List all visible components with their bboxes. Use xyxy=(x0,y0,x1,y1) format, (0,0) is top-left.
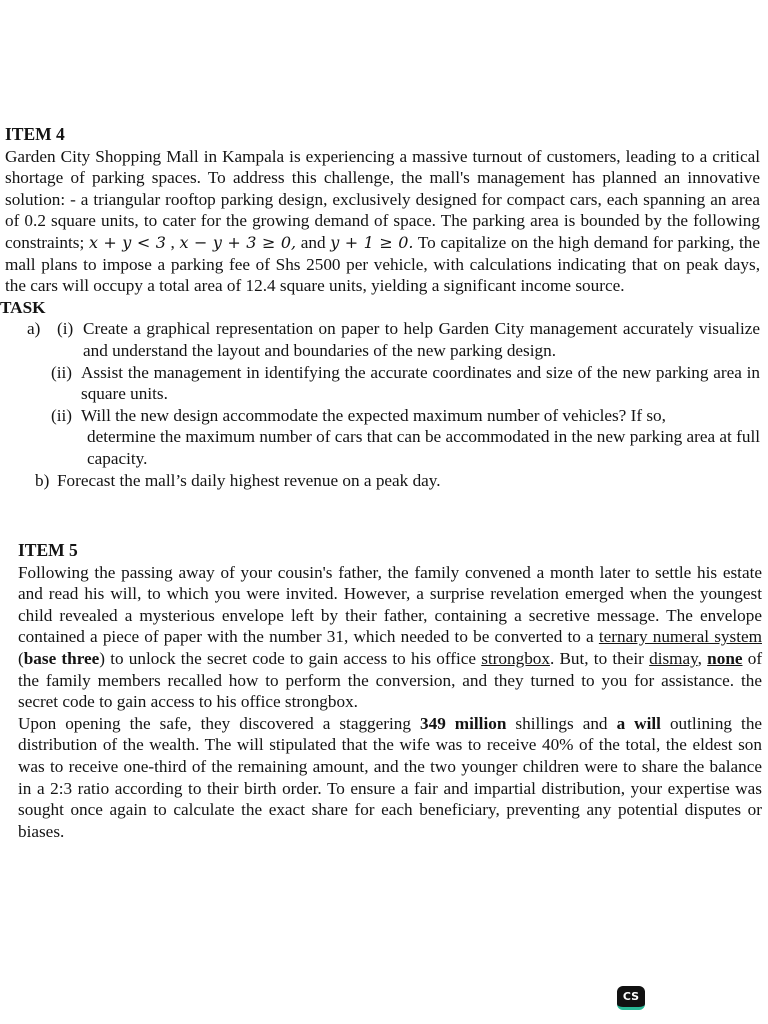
paren-open: ( xyxy=(18,648,24,668)
task-b xyxy=(35,470,760,492)
item-4-paragraph: Garden City Shopping Mall in Kampala is experiencing a massive turnout of customers, leading to a critical shortage of parking spaces. To address this challenge, the mall's management has planned an innovative solution: - a triangular rooftop parking design, exclusively designed for compact cars, each spanning an area of 0.2 square units, to cater for the growing demand of space. The parking area is bounded by the following constraints; x + y < 3 , x − y + 3 ≥ 0, and y + 1 ≥ 0. To capitalize on the high demand for parking, the mall plans to impose a parking fee of Shs 2500 per vehicle, with calculations indicating that on peak days, the cars will occupy a total area of 12.4 square units, yielding a significant income source. xyxy=(5,146,761,296)
task-a-ii-text: Assist the management in identifying the accurate coordinates and size of the new parking area in square units. xyxy=(81,362,760,404)
item-4-intro-text: Garden City Shopping Mall in Kampala is experiencing a massive turnout of customers, leading to a critical shortage of parking spaces. To address this challenge, the mall's management has planned an innovative solution: - a triangular rooftop parking design, exclusively designed for compact cars, each spanning an area of 0.2 square units, to cater for the growing demand of space. The parking area is bounded by the following constraints; xyxy=(5,146,760,252)
task-a-iii-text-1: Will the new design accommodate the expected maximum number of vehicles? If so, xyxy=(81,405,666,425)
item-5-p1-text-e: of the family members recalled how to perform the conversion, and they turned to you for assistance. the secret code to gain access to his office strongbox. xyxy=(18,648,763,712)
item-5-p2-text-b: shillings and xyxy=(515,713,608,733)
base-three-text: base three xyxy=(23,648,100,668)
strongbox-text: strongbox xyxy=(481,648,550,668)
ternary-numeral-system-text: ternary numeral system xyxy=(598,627,762,647)
task-heading: TASK xyxy=(0,297,46,317)
item-5-p2-text-a: Upon opening the safe, they discovered a staggering xyxy=(18,713,411,733)
item-5-paragraph-2 xyxy=(18,713,762,843)
camscanner-logo-icon: CS xyxy=(617,986,645,1010)
item-5-p1-text-b: ) to unlock the secret code to gain access to his office xyxy=(99,648,476,668)
item-4-section xyxy=(0,124,761,491)
task-a xyxy=(27,318,760,361)
constraint-3: y + 1 ≥ 0. xyxy=(330,232,414,252)
task-a-iii-label: (ii) xyxy=(51,405,72,425)
task-a-i xyxy=(57,318,760,361)
task-a-label: a) xyxy=(27,319,41,339)
amount-text: 349 million xyxy=(420,713,507,733)
task-a-ii-label: (ii) xyxy=(51,362,72,382)
task-a-iii-text-2: determine the maximum number of cars that can be accommodated in the new parking area at full capacity. xyxy=(87,427,760,468)
a-will-text: a will xyxy=(616,713,661,733)
item-5-p1-text-a: Following the passing away of your cousin's father, the family convened a month later to settle his estate and read his will, to which you were invited. However, a surprise revelation emerged when the youngest child revealed a mysterious envelope left by their father, containing a secretive message. The envelope contained a piece of paper with the number 31, which needed to be converted to a xyxy=(18,562,762,647)
item-4-fee-text: To capitalize on the high demand for parking, the mall plans to impose a parking fee of Shs 2500 per vehicle, with calculations indicating that on peak days, the cars will occupy a total area of 12.4 square units, yielding a significant income source. xyxy=(5,232,761,296)
item-5-section xyxy=(18,540,762,842)
task-b-text: Forecast the mall’s daily highest revenue on a peak day. xyxy=(57,470,441,490)
item-5-paragraph-1 xyxy=(18,562,762,713)
task-list xyxy=(27,318,760,491)
item-5-p2-text-c: outlining the distribution of the wealth. The will stipulated that the wife was to receive 40% of the total, the eldest son was to receive one-third of the remaining amount, and the two younger children were to share the balance in a 2:3 ratio according to their birth order. To ensure a fair and impartial distribution, your expertise was sought once again to calculate the exact share for each beneficiary, preventing any potential disputes or biases. xyxy=(18,713,763,841)
constraint-2: x − y + 3 ≥ 0, xyxy=(179,232,297,252)
task-b-label: b) xyxy=(35,470,50,490)
constraint-1: x + y < 3 xyxy=(88,232,166,252)
task-a-i-label: (i) xyxy=(57,319,74,339)
none-text: none xyxy=(707,648,743,668)
task-a-i-text: Create a graphical representation on paper to help Garden City management accurately visualize and understand the layout and boundaries of the new parking design. xyxy=(83,319,760,360)
item-4-heading: ITEM 4 xyxy=(5,124,65,144)
task-a-ii xyxy=(51,362,760,405)
constraint-conjunction: and xyxy=(300,232,326,252)
task-a-iii xyxy=(51,405,760,427)
item-5-p1-text-d: , xyxy=(697,648,702,668)
dismay-text: dismay xyxy=(649,648,698,668)
item-5-p1-text-c: . But, to their xyxy=(549,648,644,668)
item-5-heading: ITEM 5 xyxy=(18,540,78,560)
